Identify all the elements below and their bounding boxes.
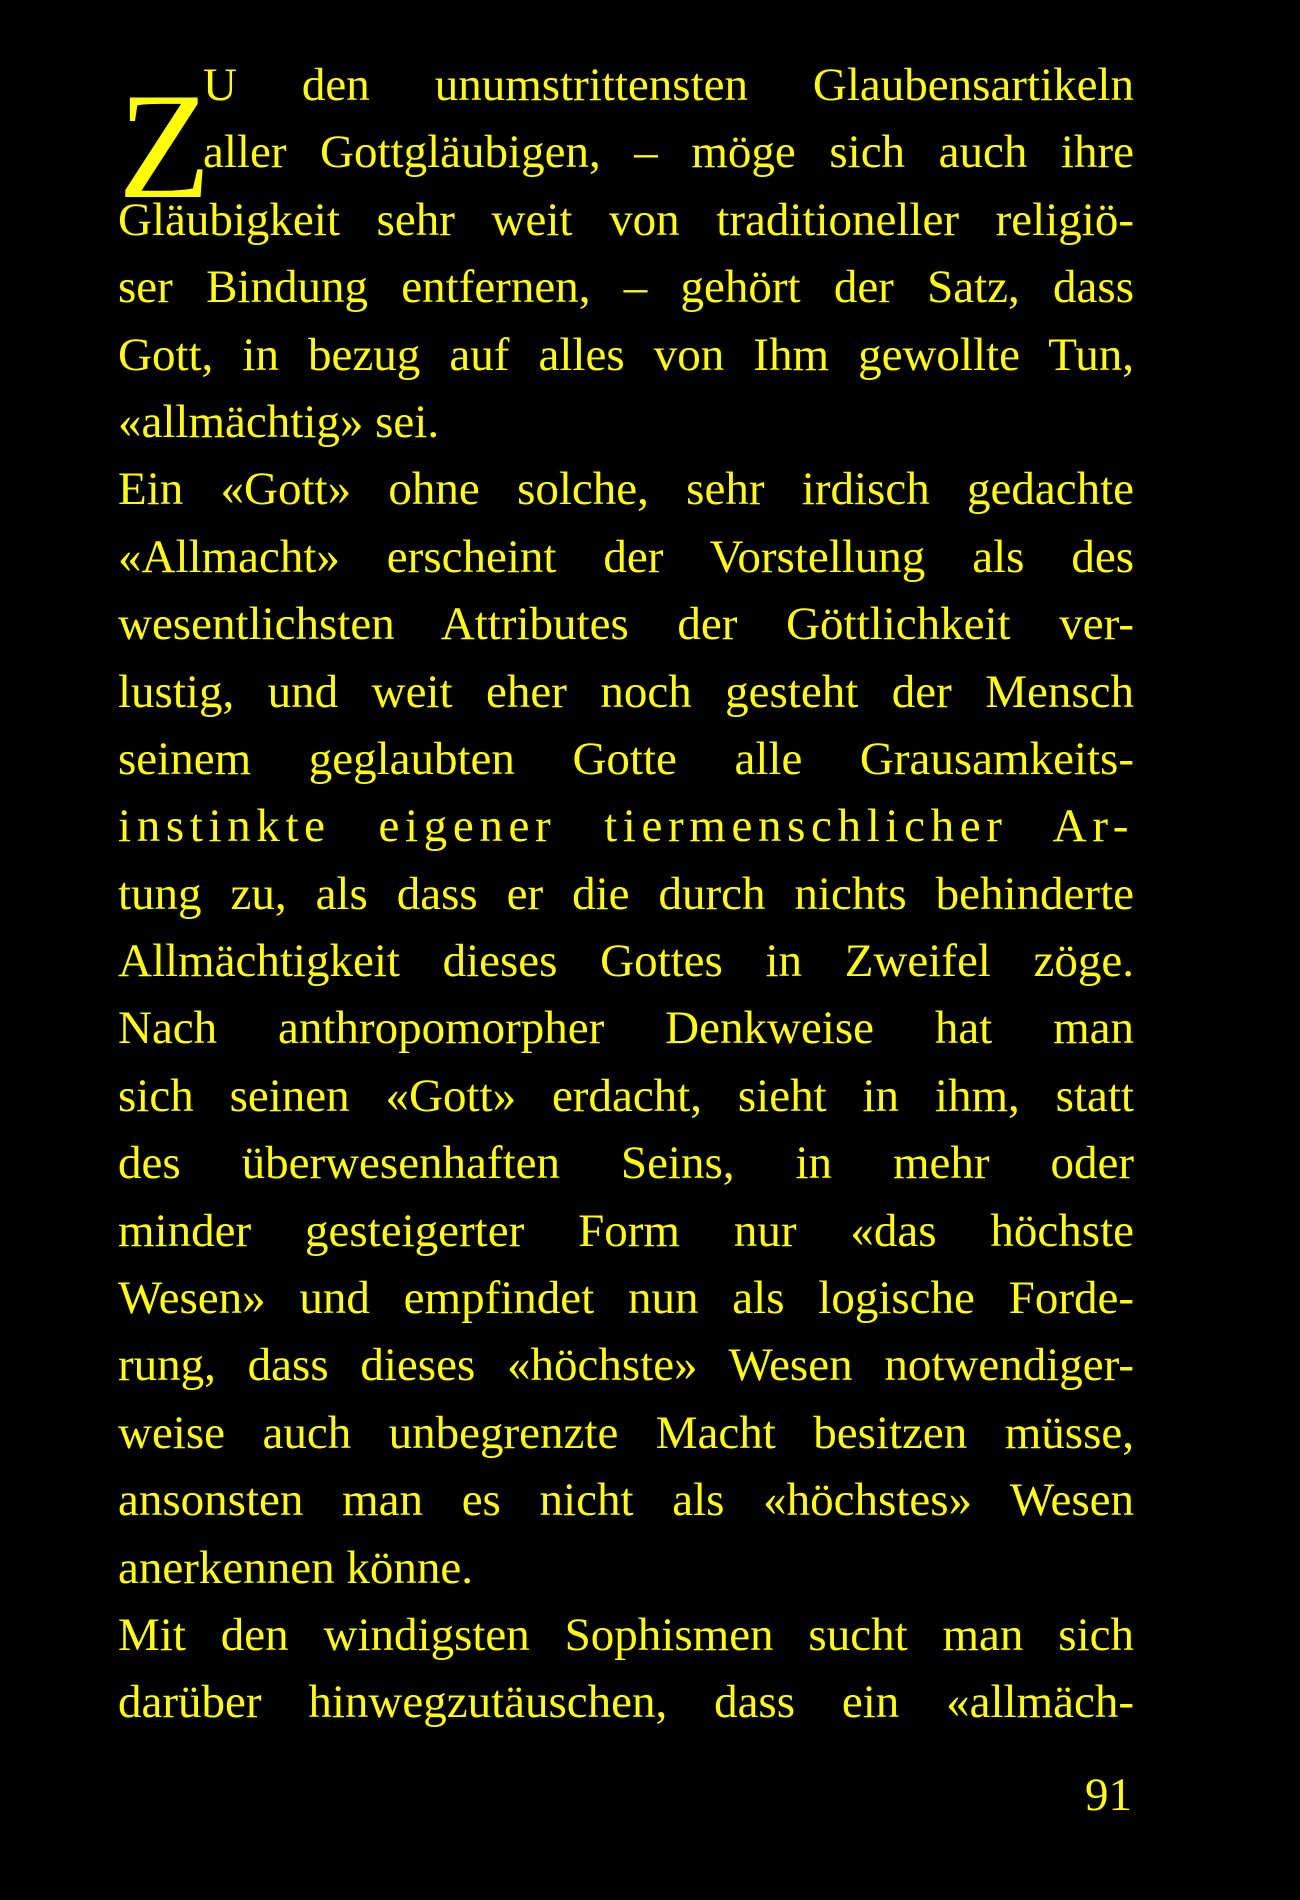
text-line: «Allmacht» erscheint der Vorstellung als des [118,530,1134,583]
text-line: ser Bindung entfernen, – gehört der Satz, dass [118,261,1134,314]
text-line: Mit den windigsten Sophismen sucht man sich [118,1608,1134,1661]
text-line: tung zu, als dass er die durch nichts behinderte [118,867,1134,920]
text-line: aller Gottgläubigen, – möge sich auch ihre [203,126,1134,179]
text-line: «allmächtig» sei. [118,395,440,448]
text-line: rung, dass dieses «höchste» Wesen notwendiger- [118,1339,1134,1392]
page-number: 91 [1085,1769,1132,1821]
text-line: Wesen» und empfindet nun als logische Forde- [118,1272,1134,1325]
text-block [118,52,1134,1737]
drop-cap: Z [118,62,211,230]
text-line: seinem geglaubten Gotte alle Grausamkeits- [118,732,1134,785]
text-line: lustig, und weit eher noch gesteht der Mensch [118,665,1134,718]
text-line: des überwesenhaften Seins, in mehr oder [118,1137,1134,1190]
text-line: ansonsten man es nicht als «höchstes» Wesen [118,1474,1134,1527]
text-line: minder gesteigerter Form nur «das höchste [118,1204,1134,1257]
text-line: Gläubigkeit sehr weit von traditioneller religiö- [118,193,1134,246]
text-line: sich seinen «Gott» erdacht, sieht in ihm, statt [118,1069,1134,1122]
text-line: Nach anthropomorpher Denkweise hat man [118,1002,1134,1055]
text-line: instinkte eigener tiermenschlicher Ar- [118,800,1134,853]
text-line: Allmächtigkeit dieses Gottes in Zweifel zöge. [118,935,1134,988]
text-line: anerkennen könne. [118,1541,473,1594]
text-line: wesentlichsten Attributes der Göttlichkeit ver- [118,598,1134,651]
text-line: U den unumstrittensten Glaubensartikeln [203,59,1134,111]
text-line: darüber hinwegzutäuschen, dass ein «allmäch- [118,1676,1134,1729]
text-line: Ein «Gott» ohne solche, sehr irdisch gedachte [118,463,1134,516]
text-line: Gott, in bezug auf alles von Ihm gewollte Tun, [118,328,1134,381]
text-line: weise auch unbegrenzte Macht besitzen müsse, [118,1406,1134,1459]
